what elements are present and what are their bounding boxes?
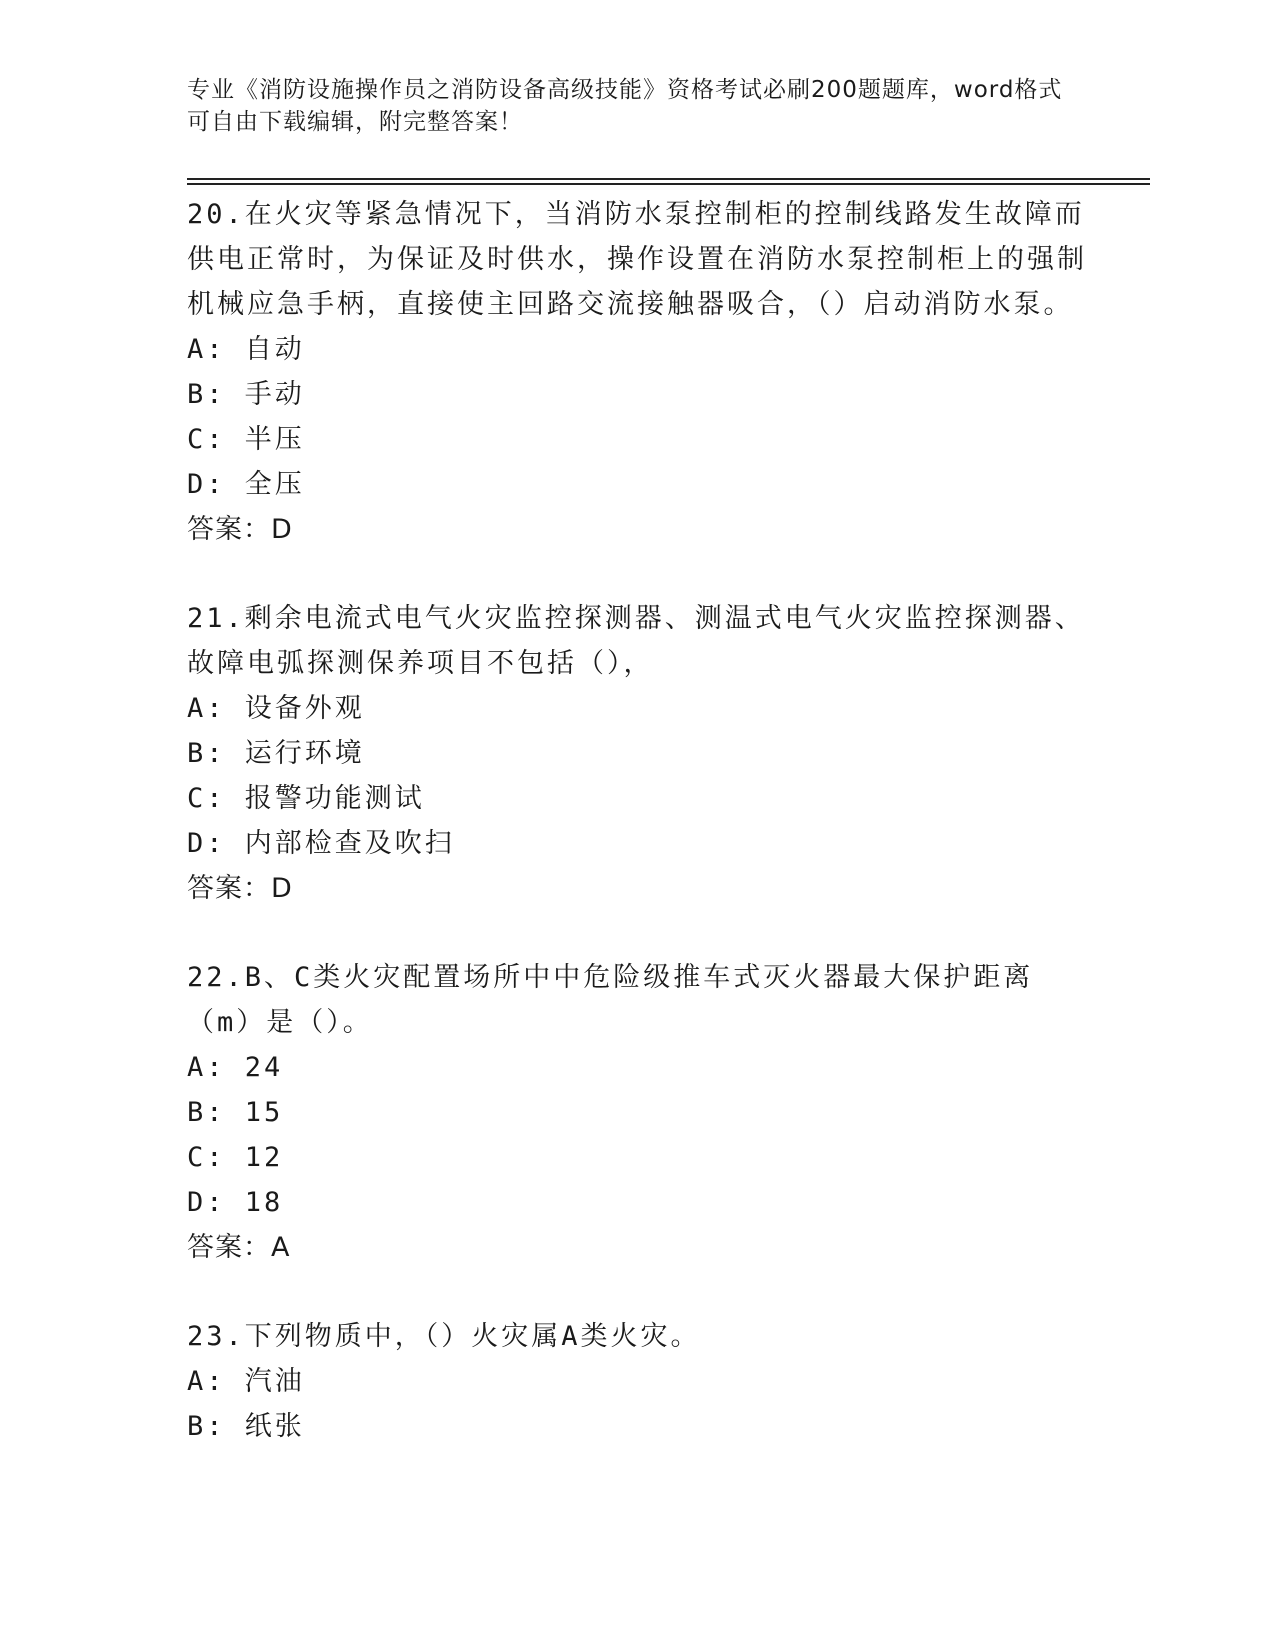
- option-b: B: 15: [187, 1097, 284, 1128]
- header-divider-bottom: [187, 183, 1150, 185]
- option-b: B: 手动: [187, 379, 305, 410]
- option-c: C: 报警功能测试: [187, 783, 425, 814]
- option-c: C: 半压: [187, 424, 305, 455]
- header-note: 专业《消防设施操作员之消防设备高级技能》资格考试必刷200题题库，word格式可自由下载编辑，附完整答案！: [187, 77, 1063, 135]
- option-a: A: 自动: [187, 334, 305, 365]
- option-d: D: 全压: [187, 469, 305, 500]
- option-d: D: 18: [187, 1187, 284, 1218]
- question-stem: 21.剩余电流式电气火灾监控探测器、测温式电气火灾监控探测器、故障电弧探测保养项目不包括（），: [187, 603, 1085, 679]
- option-c: C: 12: [187, 1142, 284, 1173]
- answer-line: 答案：A: [187, 1232, 291, 1263]
- option-a: A: 汽油: [187, 1366, 305, 1397]
- option-b: B: 运行环境: [187, 738, 365, 769]
- answer-line: 答案：D: [187, 514, 293, 545]
- option-a: A: 24: [187, 1052, 284, 1083]
- option-b: B: 纸张: [187, 1411, 305, 1442]
- question-20: [187, 192, 1087, 552]
- option-a: A: 设备外观: [187, 693, 365, 724]
- question-21: [187, 596, 1087, 911]
- header-divider-top: [187, 178, 1150, 180]
- question-22: [187, 955, 1087, 1270]
- question-list: [187, 192, 1087, 1493]
- question-23: [187, 1314, 1087, 1449]
- question-stem: 23.下列物质中，（）火灾属A类火灾。: [187, 1321, 701, 1352]
- question-stem: 22.B、C类火灾配置场所中中危险级推车式灭火器最大保护距离（m）是（）。: [187, 962, 1034, 1038]
- question-stem: 20.在火灾等紧急情况下，当消防水泵控制柜的控制线路发生故障而供电正常时，为保证及时供水，操作设置在消防水泵控制柜上的强制机械应急手柄，直接使主回路交流接触器吸合，（）启动消防水泵。: [187, 199, 1087, 320]
- answer-line: 答案：D: [187, 873, 293, 904]
- option-d: D: 内部检查及吹扫: [187, 828, 455, 859]
